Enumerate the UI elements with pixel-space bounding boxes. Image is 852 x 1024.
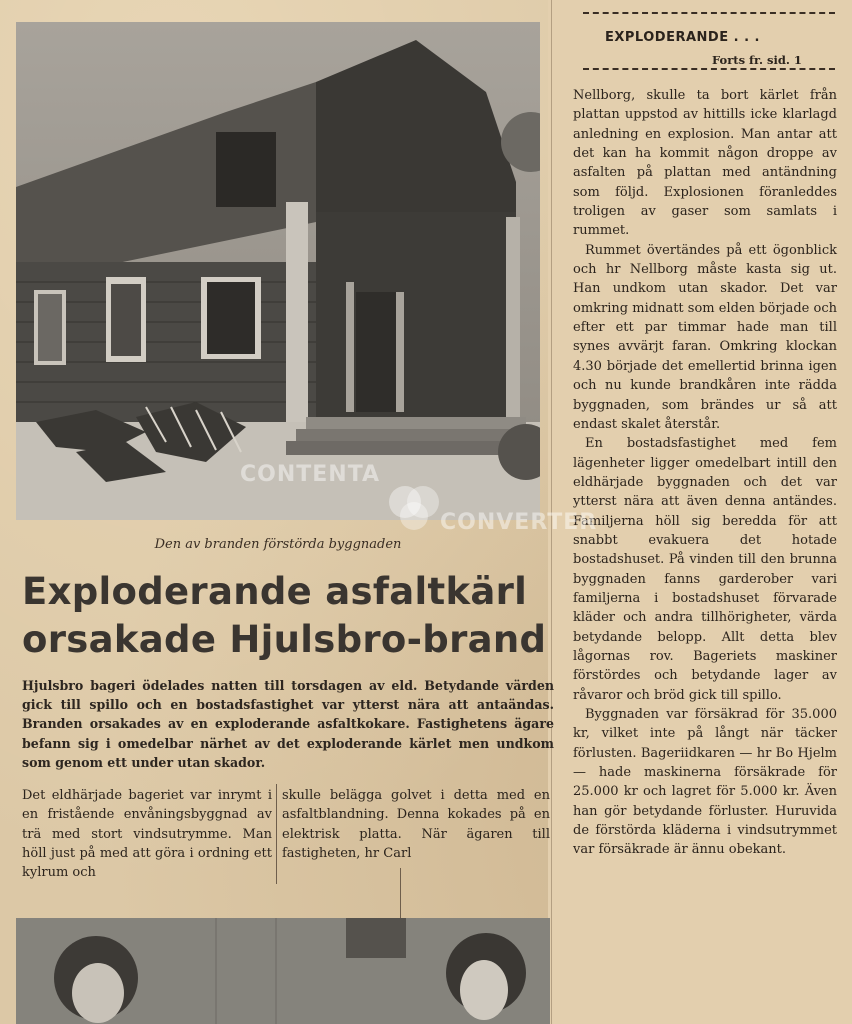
article-lede: Hjulsbro bageri ödelades natten till torsdagen av eld. Betydande värden gick till spillo och en bostadsfastighet var ytterst nära att antaändas. Branden orsakades av en exploderande asfaltkokare. Fastighetens ägare befann sig i omedelbar närhet av det exploderande kärlet men undkom som genom ett under utan skador. [22, 678, 554, 770]
paragraph: Byggnaden var försäkrad för 35.000 kr, vilket inte på långt när täcker förlusten. Bageriidkaren — hr Bo Hjelm — hade maskinerna försäkrade för 25.000 kr och lagret för 5.000 kr. Även han gör betydande förluster. Huruvida de förstörda kläderna i vindsutrymmet var försäkrade är ännu obekant. [573, 707, 837, 858]
continuation-heading: EXPLODERANDE . . . [605, 30, 760, 45]
continuation-text [573, 86, 837, 860]
headline-line-2: orsakade Hjulsbro-brand [22, 618, 547, 661]
article-headline [22, 568, 547, 664]
portrait-photo [16, 918, 550, 1024]
paragraph: En bostadsfastighet med fem lägenheter ligger omedelbart intill den eldhärjade byggnaden och det var ytterst nära att även denna antändes. Familjerna höll sig beredda för att snabbt evakuera det hotade bostadshuset. På vinden till den brunna byggnaden fanns garderober vari familjerna i bostadshuset förvarade kläder och andra tillhörigheter, värda betydande belopp. Allt detta blev lågornas rov. Bageriets maskiner förstördes och betydande lager av råvaror och bröd gick till spillo. [573, 436, 837, 703]
paragraph: Nellborg, skulle ta bort kärlet från plattan uppstod av hittills icke klarlagd anledning en explosion. Man antar att det kan ha kommit någon droppe av asfalten på plattan med antändning som följd. Explosionen föranleddes troligen av gaser som samlats i rummet. [573, 88, 837, 239]
paragraph: Rummet övertändes på ett ögonblick och hr Nellborg måste kasta sig ut. Han undkom utan skador. Det var omkring midnatt som elden började och efter ett par timmar hade man till synes avvärjt faran. Omkring klockan 4.30 började det emellertid brinna igen och nu kunde brandkåren inte rädda byggnaden, som brändes ur så att endast skalet återstår. [573, 242, 837, 432]
watermark-text-2: CONVERTER [440, 510, 598, 535]
headline-line-1: Exploderande asfaltkärl [22, 570, 528, 613]
column-divider [276, 784, 277, 884]
watermark-logo-icon [385, 482, 445, 532]
burned-building-photo [16, 22, 540, 520]
photo-caption: Den av branden förstörda byggnaden [154, 537, 402, 552]
continued-from-label: Forts fr. sid. 1 [712, 53, 802, 67]
column-divider-2 [400, 868, 401, 918]
watermark-text-1: CONTENTA [240, 462, 381, 487]
body-column-b: skulle belägga golvet i detta med en asfaltblandning. Denna kokades på en elektrisk platta. När ägaren till fastigheten, hr Carl [282, 788, 550, 861]
body-column-a: Det eldhärjade bageriet var inrymt i en fristående envåningsbyggnad av trä med stort vindsutrymme. Man höll just på med att göra i ordning ett kylrum och [22, 788, 272, 881]
